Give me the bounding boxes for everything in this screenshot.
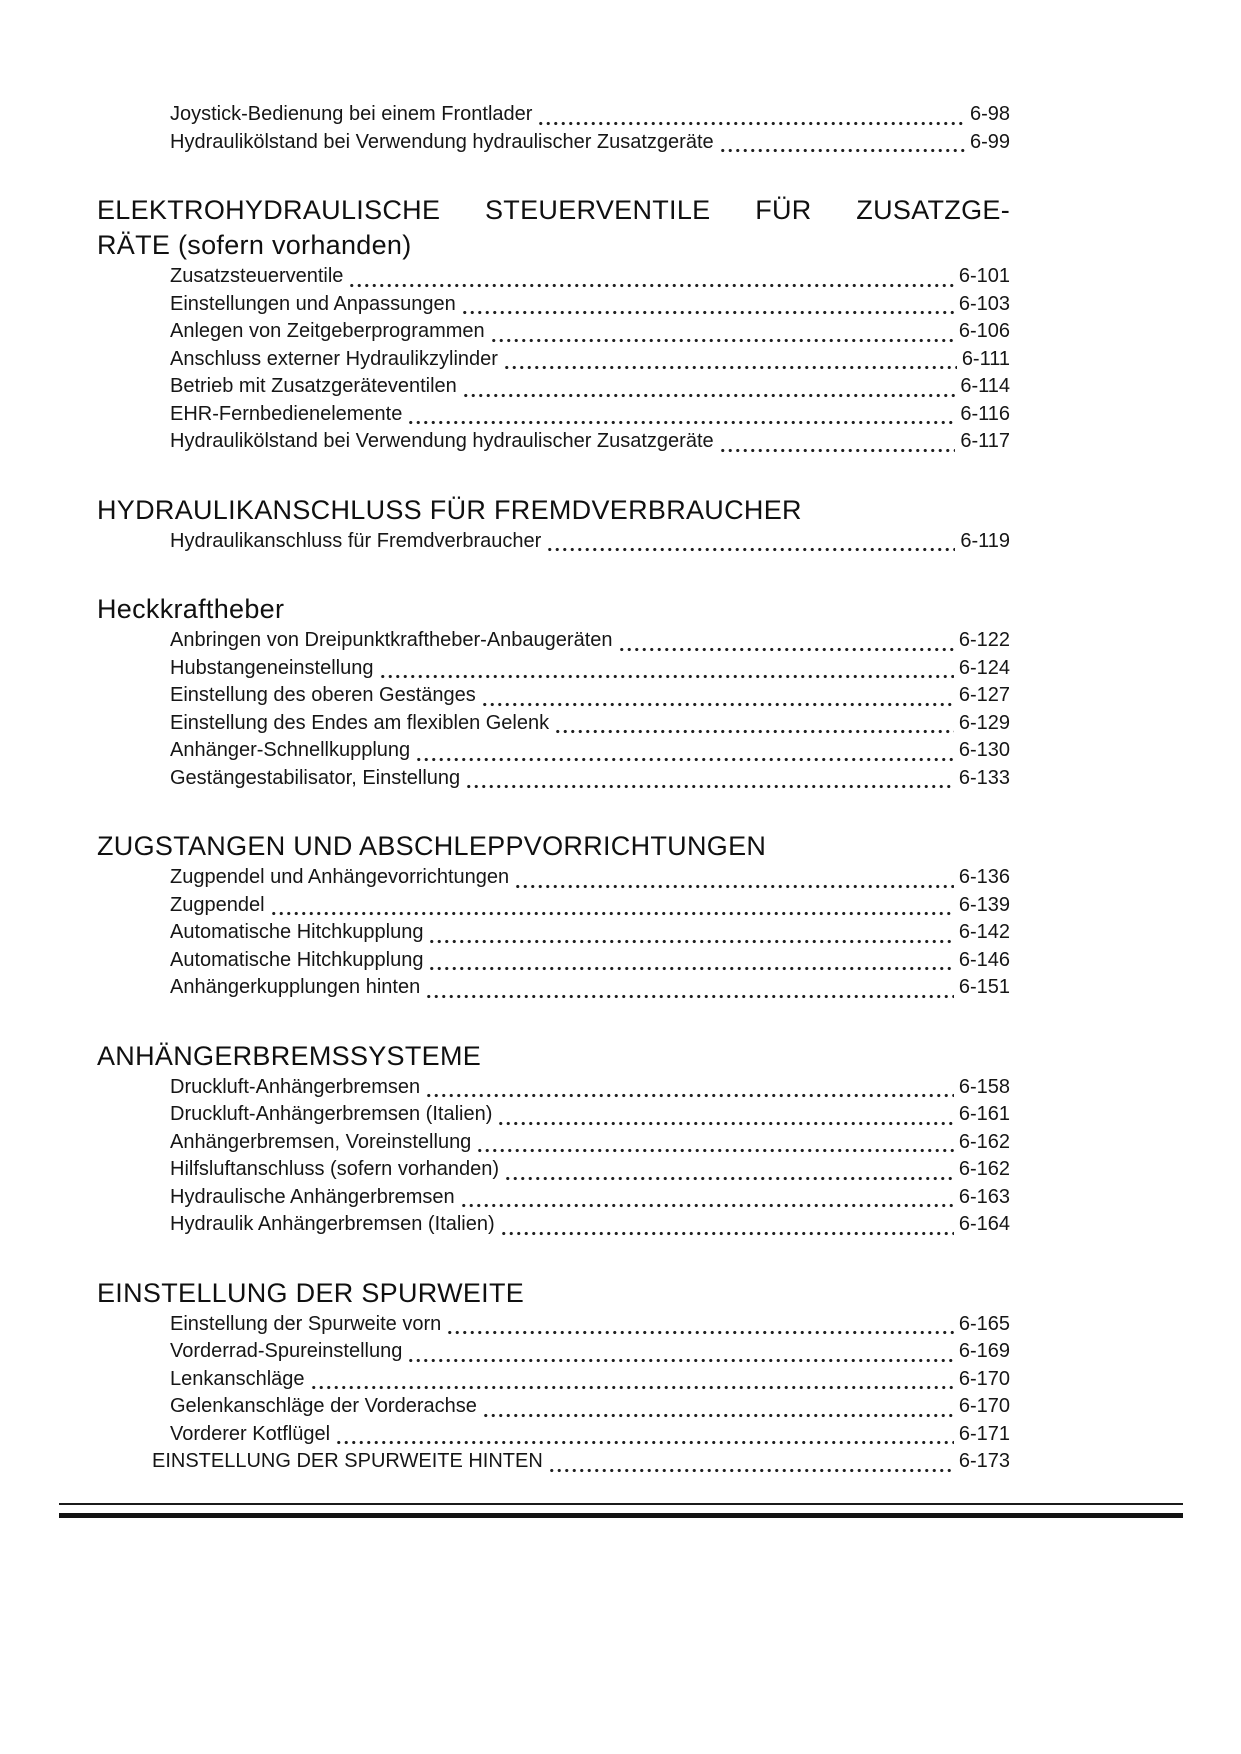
- toc-entry-page: 6-171: [958, 1422, 1010, 1445]
- section-heading-line: EINSTELLUNG DER SPURWEITE: [97, 1277, 525, 1308]
- toc-entry-title: Hydraulik Anhängerbremsen (Italien): [170, 1213, 495, 1235]
- toc-entry-title: Vorderer Kotflügel: [170, 1422, 331, 1445]
- toc-entry: [97, 401, 1010, 429]
- dot-leader: [490, 338, 954, 343]
- toc-entry: [97, 1393, 1010, 1421]
- toc-entry-title: Hilfsluftanschluss (sofern vorhanden): [170, 1158, 500, 1180]
- toc-entry-title: Gestängestabilisator, Einstellung: [170, 766, 461, 789]
- toc-entry-page: 6-161: [958, 1103, 1010, 1125]
- dot-leader: [481, 702, 954, 707]
- section-heading-line: ZUGSTANGEN UND ABSCHLEPPVORRICHTUNGEN: [97, 831, 767, 861]
- toc-entry: [97, 1129, 1010, 1157]
- toc-entry: [97, 1421, 1010, 1449]
- toc-entry-title: Zugpendel: [170, 893, 265, 916]
- dot-leader: [348, 283, 953, 288]
- toc-entry: [97, 947, 1010, 975]
- toc-entry-title: Druckluft-Anhängerbremsen (Italien): [170, 1103, 493, 1125]
- toc-entry-title: Anbringen von Dreipunktkraftheber-Anbaugeräten: [170, 629, 613, 651]
- toc-entry-page: 6-127: [958, 684, 1010, 706]
- dot-leader: [719, 148, 965, 153]
- toc-entry-page: 6-98: [969, 103, 1010, 125]
- dot-leader: [310, 1385, 954, 1390]
- dot-leader: [460, 1203, 954, 1208]
- toc-section: [97, 101, 1010, 156]
- toc-entry-page: 6-158: [958, 1075, 1010, 1098]
- toc-entry: [97, 710, 1010, 738]
- toc-section: [97, 493, 1010, 556]
- toc-entry-page: 6-116: [960, 402, 1010, 425]
- toc-entry: [97, 627, 1010, 655]
- dot-leader: [379, 674, 954, 679]
- dot-leader: [425, 994, 954, 999]
- toc-entry-page: 6-139: [958, 893, 1010, 916]
- toc-entry-title: Anhängerbremsen, Voreinstellung: [170, 1130, 472, 1153]
- toc-entry: [97, 1156, 1010, 1184]
- toc-entry-title: Einstellung des oberen Gestänges: [170, 684, 476, 706]
- section-heading-line: Heckkraftheber: [97, 594, 285, 624]
- dot-leader: [462, 393, 956, 398]
- dot-leader: [428, 966, 953, 971]
- toc-entry-page: 6-151: [958, 976, 1010, 998]
- toc-entry-title: Einstellungen und Anpassungen: [170, 292, 456, 315]
- dot-leader: [415, 757, 954, 762]
- toc-entry-page: 6-130: [958, 739, 1010, 761]
- toc-entry: [97, 373, 1010, 401]
- dot-leader: [407, 420, 955, 425]
- toc-entry-page: 6-170: [958, 1395, 1010, 1417]
- toc-entry: [97, 1338, 1010, 1366]
- dot-leader: [335, 1440, 954, 1445]
- toc-entry: [97, 1448, 1010, 1476]
- toc-entry: [97, 101, 1010, 129]
- toc-entry-page: 6-165: [958, 1312, 1010, 1335]
- toc-entry-page: 6-101: [958, 265, 1010, 287]
- toc-entry: [97, 129, 1010, 157]
- toc-entry-title: Lenkanschläge: [170, 1367, 305, 1390]
- toc-entry: [97, 1311, 1010, 1339]
- toc-entry-title: Hydraulikölstand bei Verwendung hydraulischer Zusatzgeräte: [170, 430, 714, 452]
- toc-entry-page: 6-173: [958, 1450, 1010, 1472]
- toc-entry: [97, 1366, 1010, 1394]
- toc-entry-title: Vorderrad-Spureinstellung: [170, 1340, 403, 1362]
- section-heading: [97, 829, 1010, 864]
- section-heading-line: HYDRAULIKANSCHLUSS FÜR FREMDVERBRAUCHER: [97, 494, 802, 525]
- dot-leader: [500, 1231, 954, 1236]
- dot-leader: [514, 884, 954, 889]
- toc-entry-page: 6-129: [958, 711, 1010, 734]
- toc-entry: [97, 765, 1010, 793]
- toc-entry-page: 6-142: [958, 921, 1010, 943]
- toc-entry-title: Hydraulikölstand bei Verwendung hydraulischer Zusatzgeräte: [170, 130, 714, 153]
- toc-entry-title: Anlegen von Zeitgeberprogrammen: [170, 320, 485, 342]
- toc-entry-page: 6-163: [958, 1185, 1010, 1208]
- toc-entry-page: 6-103: [958, 292, 1010, 315]
- section-heading: [97, 592, 1010, 627]
- toc-entry-title: Anhänger-Schnellkupplung: [170, 739, 411, 761]
- toc-entry: [97, 864, 1010, 892]
- toc-section: [97, 829, 1010, 1002]
- section-heading-line: RÄTE (sofern vorhanden): [97, 230, 412, 260]
- toc-entry-title: Joystick-Bedienung bei einem Frontlader: [170, 103, 533, 125]
- toc-section: [97, 1276, 1010, 1476]
- toc-section: [97, 592, 1010, 792]
- toc-entry: [97, 1184, 1010, 1212]
- dot-leader: [482, 1413, 954, 1418]
- dot-leader: [503, 365, 957, 370]
- toc-entry-page: 6-111: [961, 347, 1010, 370]
- dot-leader: [407, 1358, 953, 1363]
- dot-leader: [537, 121, 965, 126]
- toc-entry: [97, 1074, 1010, 1102]
- toc-entry: [97, 1101, 1010, 1129]
- toc-entry: [97, 346, 1010, 374]
- dot-leader: [425, 1093, 954, 1098]
- toc-entry-title: Hydraulische Anhängerbremsen: [170, 1185, 455, 1208]
- toc-entry: [97, 1211, 1010, 1239]
- toc-entry-title: EHR-Fernbedienelemente: [170, 402, 403, 425]
- dot-leader: [497, 1121, 953, 1126]
- dot-leader: [554, 729, 954, 734]
- toc-entry: [97, 892, 1010, 920]
- section-heading-line: ANHÄNGERBREMSSYSTEME: [97, 1040, 482, 1071]
- toc-entry-page: 6-162: [958, 1158, 1010, 1180]
- toc-section: [97, 1039, 1010, 1239]
- toc-entry-page: 6-133: [958, 766, 1010, 789]
- dot-leader: [461, 310, 954, 315]
- toc-entry-page: 6-114: [960, 375, 1010, 397]
- toc-entry-page: 6-170: [958, 1367, 1010, 1390]
- section-heading-line: ELEKTROHYDRAULISCHE STEUERVENTILE FÜR ZUSATZGE-: [97, 195, 1010, 225]
- toc-entry-page: 6-169: [958, 1340, 1010, 1362]
- page-footer-rules: [59, 1503, 1183, 1518]
- toc-entry: [97, 263, 1010, 291]
- toc-entry-title: Einstellung der Spurweite vorn: [170, 1312, 442, 1335]
- toc-entry: [97, 428, 1010, 456]
- dot-leader: [546, 547, 955, 552]
- toc-entry: [97, 291, 1010, 319]
- footer-rule-thin: [59, 1503, 1183, 1505]
- section-heading: [97, 193, 1010, 263]
- dot-leader: [476, 1148, 954, 1153]
- toc-entry-title: Zusatzsteuerventile: [170, 265, 344, 287]
- section-heading: [97, 1276, 1010, 1311]
- toc-entry: [97, 974, 1010, 1002]
- toc-entry-page: 6-119: [960, 529, 1010, 552]
- dot-leader: [548, 1468, 954, 1473]
- toc-entry: [97, 737, 1010, 765]
- toc-entry-title: Betrieb mit Zusatzgeräteventilen: [170, 375, 457, 397]
- section-heading: [97, 1039, 1010, 1074]
- toc: [97, 0, 1010, 1476]
- toc-entry-page: 6-122: [958, 629, 1010, 651]
- dot-leader: [504, 1176, 954, 1181]
- footer-rule-thick: [59, 1513, 1183, 1518]
- dot-leader: [446, 1330, 954, 1335]
- toc-entry-title: EINSTELLUNG DER SPURWEITE HINTEN: [152, 1450, 543, 1472]
- toc-entry: [97, 682, 1010, 710]
- toc-entry-page: 6-164: [958, 1213, 1010, 1235]
- toc-entry-page: 6-136: [958, 866, 1010, 888]
- dot-leader: [719, 448, 956, 453]
- toc-entry-page: 6-106: [958, 320, 1010, 342]
- toc-entry-page: 6-162: [958, 1130, 1010, 1153]
- toc-entry-page: 6-117: [960, 430, 1010, 452]
- toc-entry-title: Zugpendel und Anhängevorrichtungen: [170, 866, 510, 888]
- section-heading: [97, 493, 1010, 528]
- toc-entry-title: Anschluss externer Hydraulikzylinder: [170, 347, 498, 370]
- toc-entry-page: 6-146: [958, 948, 1010, 971]
- toc-entry: [97, 318, 1010, 346]
- toc-entry-title: Automatische Hitchkupplung: [170, 921, 424, 943]
- dot-leader: [428, 939, 953, 944]
- toc-entry-title: Automatische Hitchkupplung: [170, 948, 424, 971]
- toc-entry-title: Einstellung des Endes am flexiblen Gelenk: [170, 711, 550, 734]
- toc-entry: [97, 655, 1010, 683]
- toc-entry: [97, 919, 1010, 947]
- toc-entry-title: Druckluft-Anhängerbremsen: [170, 1075, 421, 1098]
- toc-entry-title: Hydraulikanschluss für Fremdverbraucher: [170, 529, 542, 552]
- toc-entry-page: 6-124: [958, 656, 1010, 679]
- toc-entry-title: Hubstangeneinstellung: [170, 656, 374, 679]
- dot-leader: [618, 647, 954, 652]
- toc-entry-page: 6-99: [969, 130, 1010, 153]
- toc-entry-title: Gelenkanschläge der Vorderachse: [170, 1395, 477, 1417]
- dot-leader: [465, 784, 954, 789]
- toc-entry: [97, 528, 1010, 556]
- toc-entry-title: Anhängerkupplungen hinten: [170, 976, 421, 998]
- dot-leader: [270, 911, 954, 916]
- toc-section: [97, 193, 1010, 456]
